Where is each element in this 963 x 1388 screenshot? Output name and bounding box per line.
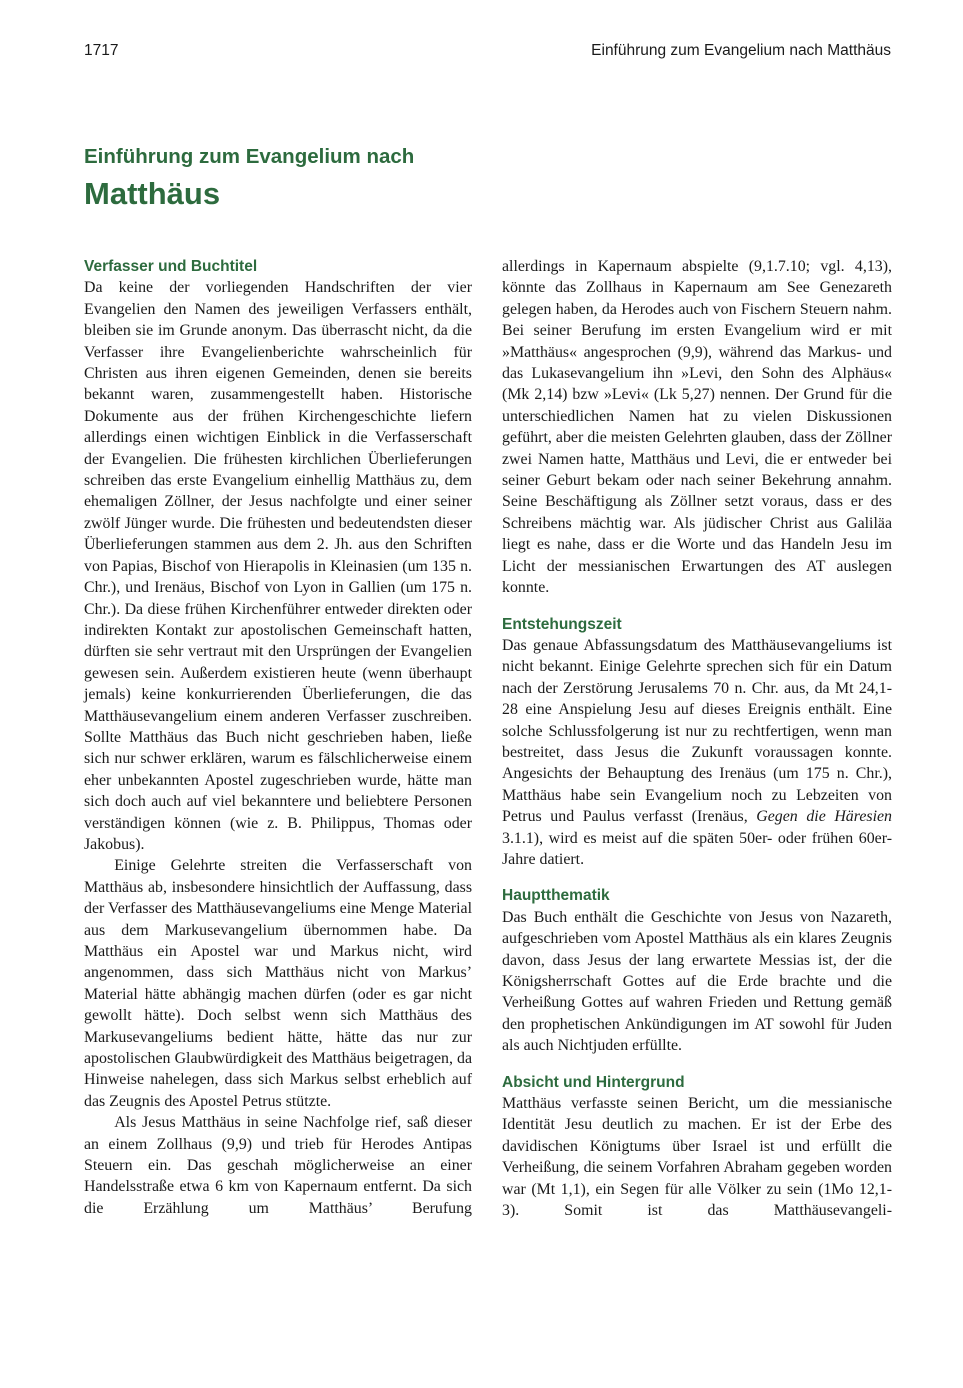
entstehung-text-before: Das genaue Abfassungsdatum des Matthäusevangeliums ist nicht bekannt. Einige Gelehrte sprechen sich für ein Datum nach der Zerstörung Jerusalems 70 n. Chr. aus, da Mt 24,1-28 eine Anspielung Jesu auf dieses Ereignis enthält. Eine solche Schlussfolgerung ist nur zu rechtfertigen, wenn man bestreitet, dass Jesus die Zukunft voraussagen konnte. Angesichts der Behauptung des Irenäus (um 175 n. Chr.), Matthäus habe sein Evangelium noch zu Lebzeiten von Petrus und Paulus verfasst (Irenäus, — [502, 636, 892, 826]
entstehung-book-reference: Gegen die Häresien — [756, 808, 892, 826]
running-header — [84, 42, 891, 64]
section-heading-entstehungszeit: Entstehungszeit — [502, 615, 622, 633]
running-title: Einführung zum Evangelium nach Matthäus — [591, 42, 891, 59]
section-heading-hauptthematik: Hauptthematik — [502, 887, 610, 905]
paragraph-entstehungszeit — [502, 635, 892, 870]
right-column — [502, 256, 892, 1221]
paragraph-absicht: Matthäus verfasste seinen Bericht, um die messianische Identität Jesu deutlich zu machen. Er ist der Erbe des davidischen Königtums über Israel ist und erfüllt die Verheißung, die seinem Vorfahren Abraham gegeben worden war (Mt 1,1), ein Segen für alle Völker zu sein (1Mo 12,1-3). Somit ist das Matthäusevangeli- — [502, 1095, 892, 1220]
paragraph-verfasser-2: Einige Gelehrte streiten die Verfasserschaft von Matthäus ab, insbesondere hinsichtlich der Auffassung, dass der Verfasser des Matthäusevangeliums eine Menge Material aus dem Markusevangelium übernommen habe. Da Matthäus ein Apostel war und Markus nicht, wird angenommen, dass sich Matthäus nicht von Markus’ Material hätte abhängig machen dürfen (oder es gar nicht gewollt hätte). Doch selbst wenn sich Matthäus des Markusevangeliums bedient hätte, hätte das nur zur apostolischen Glaubwürdigkeit des Matthäus beigetragen, da Hinweise nahelegen, dass sich Markus selbst erheblich auf das Zeugnis des Apostel Petrus stützte. — [84, 857, 473, 1110]
entstehung-text-after: 3.1.1), wird es meist auf die späten 50er- oder frühen 60er-Jahre datiert. — [502, 829, 892, 868]
title-kicker: Einführung zum Evangelium nach — [84, 145, 415, 168]
page-number: 1717 — [84, 42, 119, 59]
paragraph-verfasser-3-start: Als Jesus Matthäus in seine Nachfolge rief, saß dieser an einem Zollhaus (9,9) und trieb für Herodes Antipas Steuern ein. Das geschah möglicherweise an einer Handelsstraße etwa 6 km von Kapernaum entfernt. Da sich die Erzählung um Matthäus’ Berufung — [84, 1114, 472, 1217]
book-title: Matthäus — [84, 176, 221, 211]
section-heading-absicht: Absicht und Hintergrund — [502, 1073, 685, 1091]
paragraph-verfasser-3-continued: allerdings in Kapernaum abspielte (9,1.7.10; vgl. 4,13), könnte das Zollhaus in Kapernaum am See Genezareth gelegen haben, da Herodes auch von Fischern Steuern nahm. Bei seiner Berufung im ersten Evangelium wird er mit »Matthäus« angesprochen (9,9), während das Markus- und das Lukasevangelium ihn »Levi, den Sohn des Alphäus« (Mk 2,14) bzw »Levi« (Lk 5,27) nennen. Der Grund für die unterschiedlichen Namen hat zu vielen Diskussionen geführt, aber die meisten Gelehrten glauben, dass der Zöllner zwei Namen hatte, Matthäus und Levi, die er entweder bei seiner Geburt bekam oder nach seiner Bekehrung annahm. Seine Beschäftigung als Zöllner setzt voraus, dass er des Schreibens mächtig war. Als jüdischer Christ aus Galiläa liegt es nahe, dass er die Worte und das Handeln Jesu im Licht der messianischen Erwartungen des AT auslegen konnte. — [502, 258, 892, 597]
paragraph-verfasser-1: Da keine der vorliegenden Handschriften der vier Evangelien den Namen des jeweiligen Verfassers enthält, bleiben sie im Grunde anonym. Das überrascht nicht, da die Verfasser ihre Evangelienberichte wahrscheinlich für Christen aus ihren eigenen Gemeinden, denen sie bereits bekannt waren, zusammengestellt haben. Historische Dokumente aus der frühen Kirchengeschichte liefern allerdings einen wichtigen Einblick in die Verfasserschaft der Evangelien. Die frühesten kirchlichen Überlieferungen schreiben das erste Evangelium einhellig Matthäus zu, dem ehemaligen Zöllner, der Jesus nachfolgte und einer seiner zwölf Jünger wurde. Die frühesten und bedeutendsten dieser Überlieferungen stammen aus dem 2. Jh. aus den Schriften von Papias, Bischof von Hierapolis in Kleinasien (um 135 n. Chr.), und Irenäus, Bischof von Lyon in Gallien (um 175 n. Chr.). Da diese frühen Kirchenführer entweder direkten oder indirekten Kontakt zur apostolischen Gemeinschaft hatten, dürften sie sehr vertraut mit den Ursprüngen der Evangelien gewesen sein. Außerdem existieren heute (wenn überhaupt jemals) keine konkurrierenden Überlieferungen, die das Matthäusevangelium einem anderen Verfasser zuschreiben. Sollte Matthäus das Buch nicht geschrieben haben, ließe sich nur schwer erklären, warum es fälschlicherweise einem eher unbekannten Apostel zugeschrieben wurde, hätte man sich doch auch auf viel bekanntere und beliebtere Personen verständigen können (wie z. B. Philippus, Thomas oder Jakobus). — [84, 279, 472, 853]
section-heading-verfasser: Verfasser und Buchtitel — [84, 258, 258, 275]
left-column — [84, 256, 472, 1219]
paragraph-hauptthematik: Das Buch enthält die Geschichte von Jesus von Nazareth, aufgeschrieben vom Apostel Matthäus als ein klares Zeugnis davon, dass Jesus der lang erwartete Messias ist, der die Königsherrschaft Gottes auf die Erde brachte und die Verheißung Gottes auf wahren Frieden und Rettung gemäß den prophetischen Ankündigungen im AT sowohl für Juden als auch Nichtjuden erfüllte. — [502, 908, 892, 1055]
